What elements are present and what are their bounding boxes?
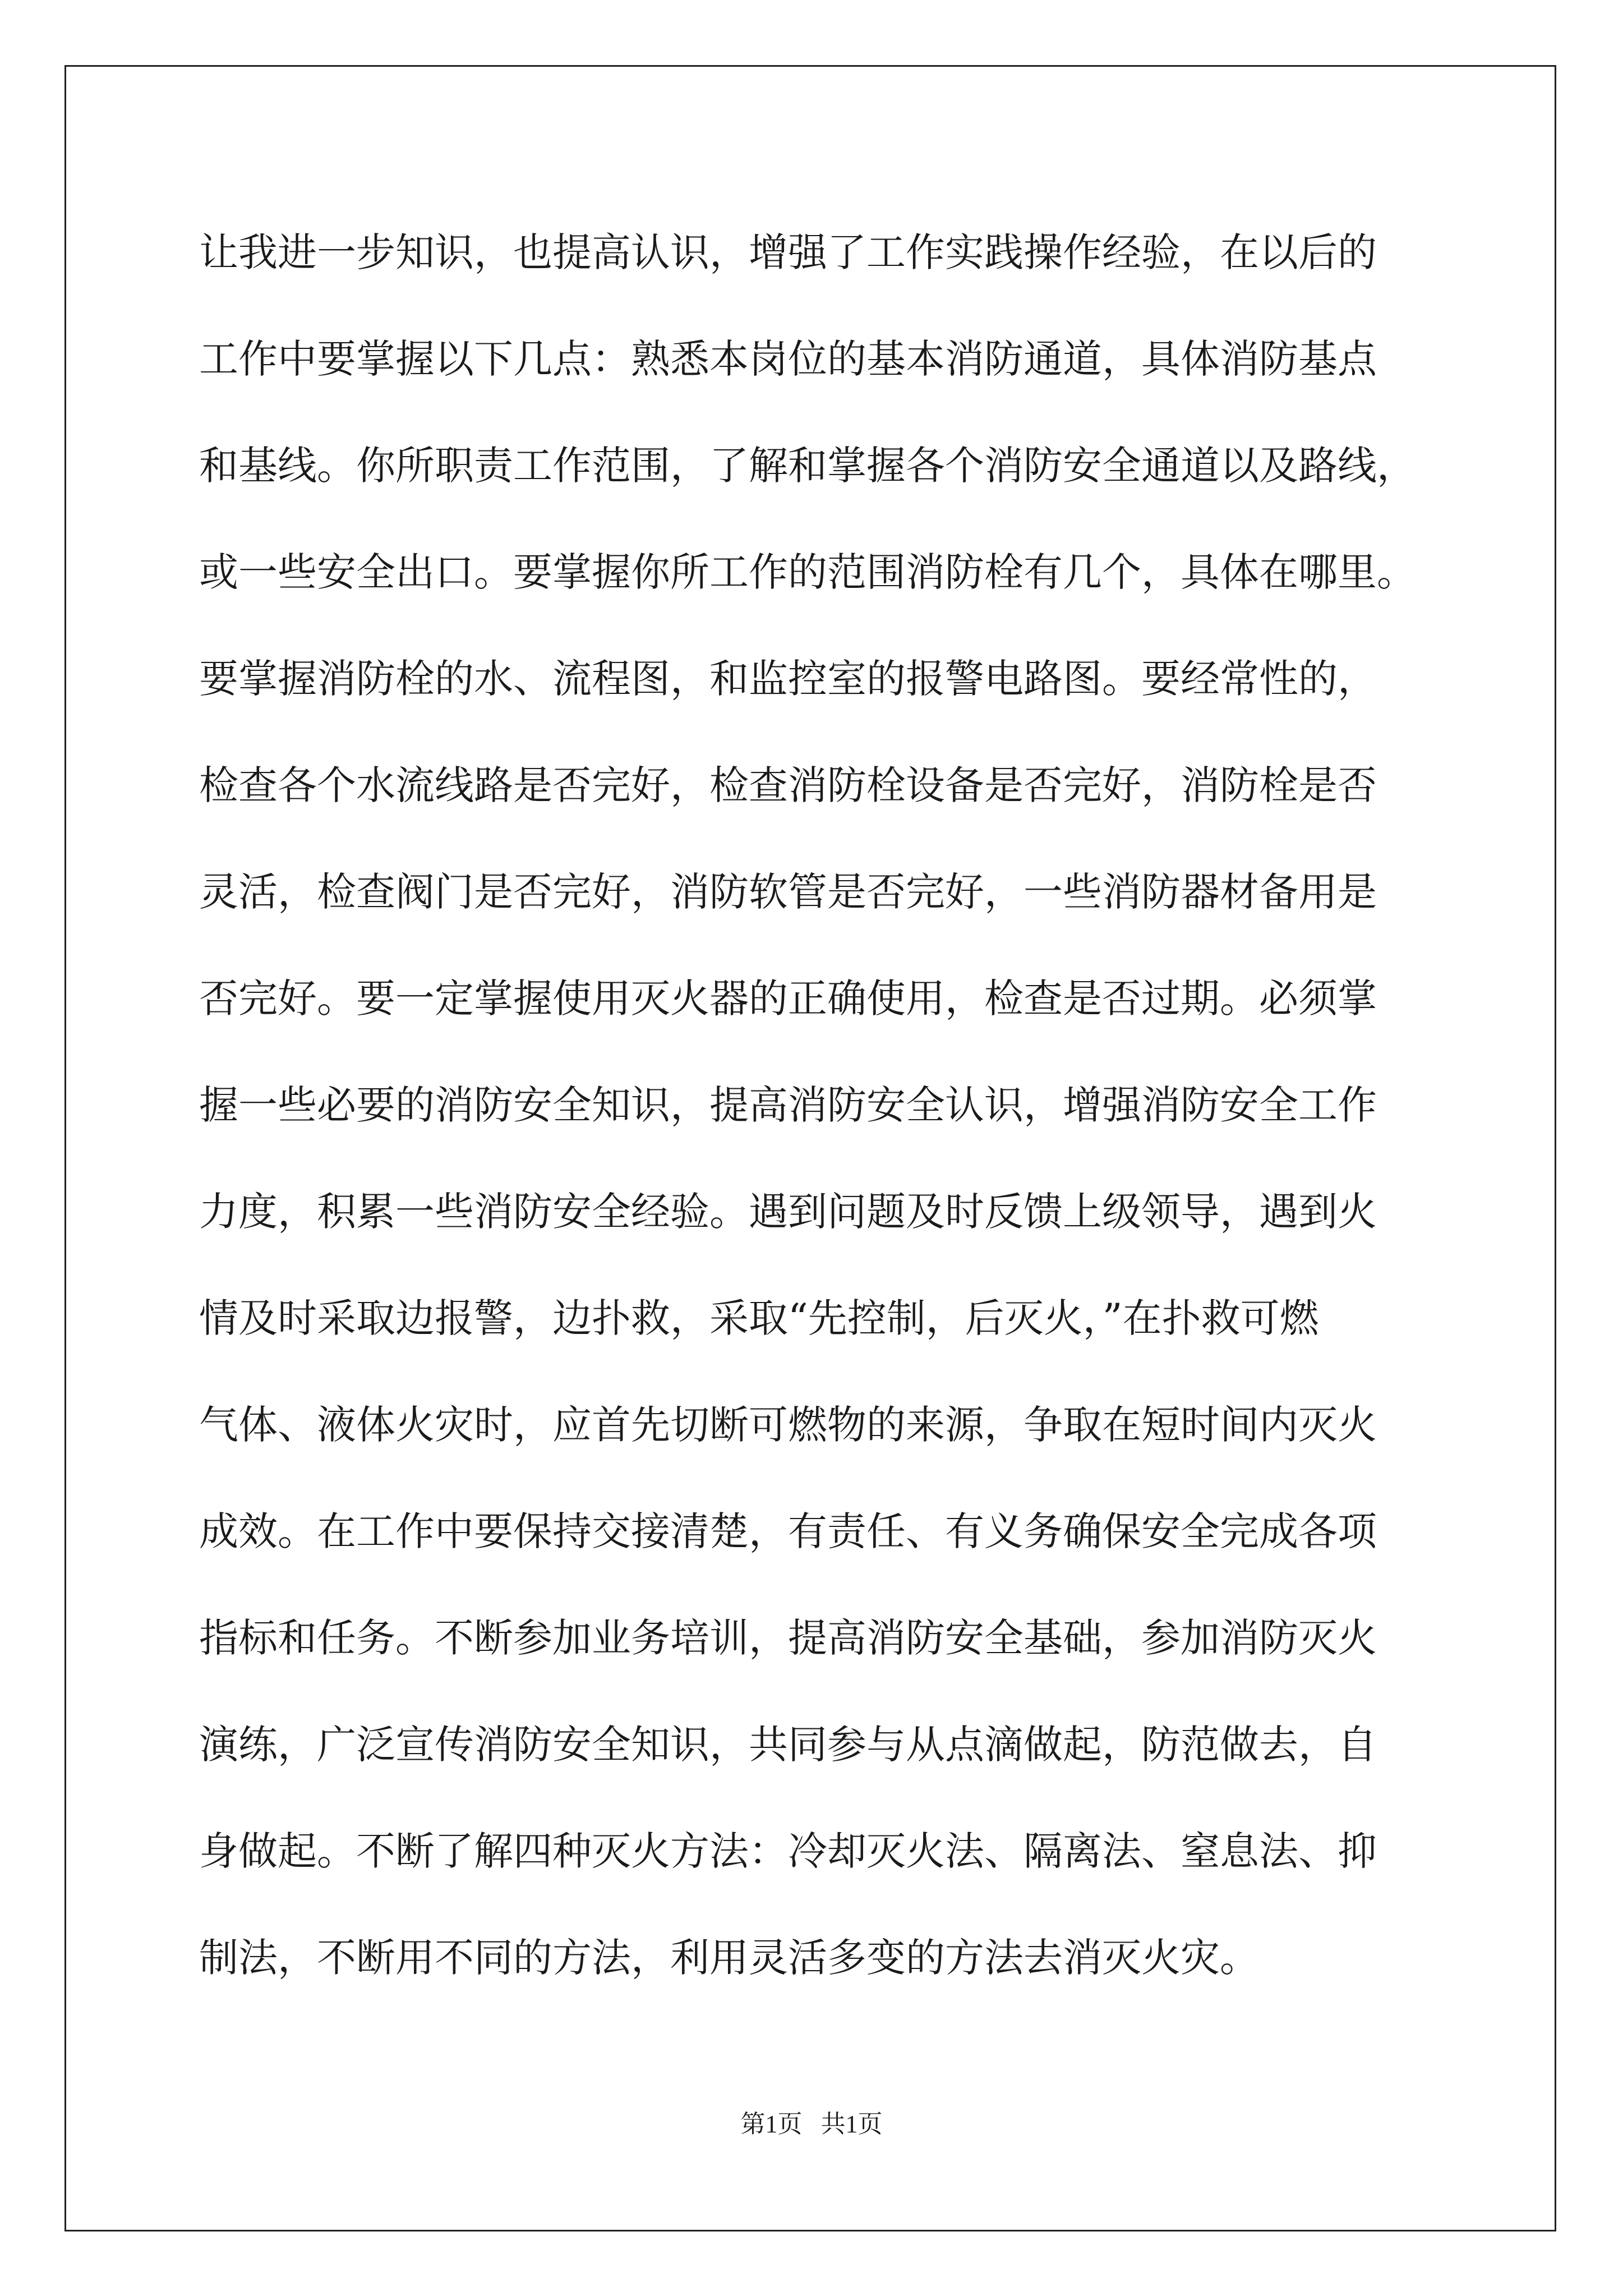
text-line: 力度，积累一些消防安全经验。遇到问题及时反馈上级领导，遇到火 (199, 1189, 1377, 1235)
text-line: 检查各个水流线路是否完好，检查消防栓设备是否完好，消防栓是否 (199, 762, 1377, 808)
text-line: 让我进一步知识，也提高认识，增强了工作实践操作经验，在以后的 (199, 229, 1377, 275)
document-body (199, 219, 1433, 2031)
text-line: 气体、液体火灾时，应首先切断可燃物的来源，争取在短时间内灭火 (199, 1402, 1377, 1448)
text-line: 成效。在工作中要保持交接清楚，有责任、有义务确保安全完成各项 (199, 1508, 1377, 1554)
text-line: 演练，广泛宣传消防安全知识，共同参与从点滴做起，防范做去，自 (199, 1722, 1377, 1768)
text-line: 工作中要掌握以下几点：熟悉本岗位的基本消防通道，具体消防基点 (199, 336, 1377, 382)
text-line: 要掌握消防栓的水、流程图，和监控室的报警电路图。要经常性的， (199, 656, 1377, 702)
text-line: 或一些安全出口。要掌握你所工作的范围消防栓有几个，具体在哪里。 (199, 549, 1416, 595)
text-line: 身做起。不断了解四种灭火方法：冷却灭火法、隔离法、窒息法、抑 (199, 1828, 1377, 1874)
text-line: 握一些必要的消防安全知识，提高消防安全认识，增强消防安全工作 (199, 1082, 1377, 1128)
text-line: 情及时采取边报警，边扑救，采取“先控制，后灭火，”在扑救可燃 (199, 1295, 1319, 1341)
text-line: 和基线。你所职责工作范围，了解和掌握各个消防安全通道以及路线， (199, 443, 1416, 489)
text-line: 制法，不断用不同的方法，利用灵活多变的方法去消灭火灾。 (199, 1935, 1259, 1981)
page-number: 第1页 共1页 (740, 2110, 883, 2138)
text-line: 灵活，检查阀门是否完好，消防软管是否完好，一些消防器材备用是 (199, 869, 1377, 915)
text-line: 指标和任务。不断参加业务培训，提高消防安全基础，参加消防灭火 (199, 1615, 1377, 1661)
text-line: 否完好。要一定掌握使用灭火器的正确使用，检查是否过期。必须掌 (199, 976, 1377, 1022)
page-footer (0, 2104, 1623, 2139)
